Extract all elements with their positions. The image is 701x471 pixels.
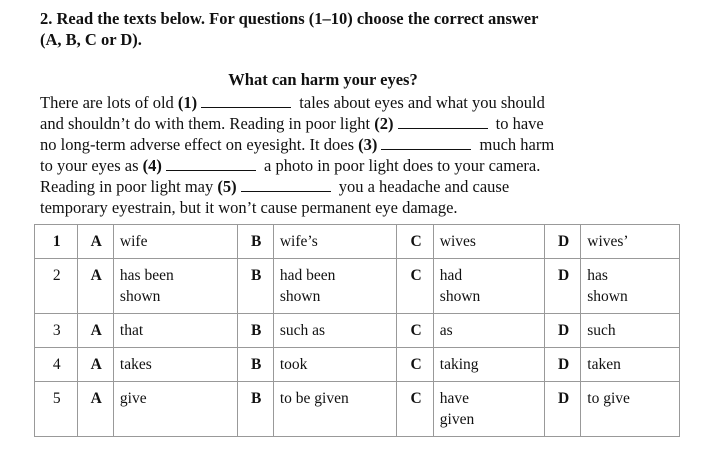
- passage-fragment: There are lots of old: [40, 93, 178, 112]
- answer-gap: [166, 156, 256, 171]
- task-instruction: [40, 8, 680, 50]
- answer-gap: [381, 135, 471, 150]
- passage-fragment: tales about eyes and what you should: [295, 93, 545, 112]
- passage-fragment: a photo in poor light does to your camera.: [259, 156, 541, 175]
- option-a[interactable]: [113, 259, 237, 314]
- table-row: [35, 348, 680, 382]
- answer-options-table: [34, 224, 680, 437]
- option-text-line: had been: [279, 267, 336, 284]
- option-b[interactable]: such as: [273, 314, 397, 348]
- option-text-line: shown: [439, 288, 481, 305]
- instruction-line-2: (A, B, C or D).: [40, 30, 142, 49]
- option-letter-d: D: [544, 382, 580, 437]
- table-row: [35, 314, 680, 348]
- option-letter-b: B: [237, 314, 273, 348]
- option-d[interactable]: such: [581, 314, 680, 348]
- answer-gap: [201, 93, 291, 108]
- gap-number: (5): [217, 177, 237, 196]
- passage-line: [40, 176, 680, 197]
- answer-gap: [398, 114, 488, 129]
- option-letter-c: C: [397, 348, 433, 382]
- option-letter-a: A: [77, 225, 113, 259]
- option-c[interactable]: taking: [433, 348, 544, 382]
- passage-line: temporary eyestrain, but it won’t cause permanent eye damage.: [40, 198, 458, 217]
- passage-fragment: to have: [491, 114, 544, 133]
- passage-fragment: Reading in poor light may: [40, 177, 218, 196]
- option-letter-c: C: [397, 259, 433, 314]
- passage-fragment: and shouldn’t do with them. Reading in poor light: [40, 114, 375, 133]
- option-text-line: shown: [279, 288, 321, 305]
- question-number: 2: [35, 259, 78, 314]
- gap-number: (3): [358, 135, 378, 154]
- option-c[interactable]: [433, 382, 544, 437]
- option-letter-c: C: [397, 382, 433, 437]
- option-text-line: had: [439, 267, 463, 284]
- option-b[interactable]: took: [273, 348, 397, 382]
- instruction-line-1: 2. Read the texts below. For questions (1–10) choose the correct answer: [40, 9, 539, 28]
- option-text-line: given: [439, 411, 475, 428]
- answer-gap: [241, 177, 331, 192]
- option-letter-d: D: [544, 314, 580, 348]
- option-letter-a: A: [77, 348, 113, 382]
- table-row: [35, 382, 680, 437]
- gap-number: (1): [177, 93, 198, 112]
- option-letter-c: C: [397, 225, 433, 259]
- option-letter-b: B: [237, 348, 273, 382]
- option-c[interactable]: as: [433, 314, 544, 348]
- table-row: [35, 225, 680, 259]
- option-a[interactable]: wife: [113, 225, 237, 259]
- passage-fragment: to your eyes as: [40, 156, 143, 175]
- option-letter-b: B: [237, 382, 273, 437]
- question-number: 3: [35, 314, 78, 348]
- option-d[interactable]: to give: [581, 382, 680, 437]
- question-number: 4: [35, 348, 78, 382]
- option-c[interactable]: wives: [433, 225, 544, 259]
- table-row: [35, 259, 680, 314]
- option-b[interactable]: to be given: [273, 382, 397, 437]
- passage-line: [40, 155, 680, 176]
- option-text-line: has been: [119, 267, 174, 284]
- option-letter-d: D: [544, 348, 580, 382]
- passage-fragment: much harm: [475, 135, 555, 154]
- option-a[interactable]: takes: [113, 348, 237, 382]
- option-a[interactable]: that: [113, 314, 237, 348]
- option-d[interactable]: wives’: [581, 225, 680, 259]
- option-b[interactable]: [273, 259, 397, 314]
- passage-fragment: no long-term adverse effect on eyesight. It does: [40, 135, 359, 154]
- passage-title: What can harm your eyes?: [228, 70, 418, 89]
- option-b[interactable]: wife’s: [273, 225, 397, 259]
- gap-number: (4): [142, 156, 162, 175]
- passage-line: [40, 134, 680, 155]
- option-text-line: shown: [587, 288, 628, 305]
- option-d[interactable]: [581, 259, 680, 314]
- option-letter-d: D: [544, 259, 580, 314]
- passage-line: [40, 113, 680, 134]
- option-letter-b: B: [237, 225, 273, 259]
- question-number: 1: [35, 225, 78, 259]
- option-letter-a: A: [77, 259, 113, 314]
- option-text-line: has: [587, 267, 608, 284]
- option-text-line: have: [439, 390, 470, 407]
- option-letter-a: A: [77, 314, 113, 348]
- option-letter-d: D: [544, 225, 580, 259]
- passage-text: [40, 92, 680, 218]
- passage-line: [40, 92, 680, 113]
- gap-number: (2): [374, 114, 394, 133]
- option-a[interactable]: give: [113, 382, 237, 437]
- question-number: 5: [35, 382, 78, 437]
- option-d[interactable]: taken: [581, 348, 680, 382]
- option-c[interactable]: [433, 259, 544, 314]
- passage-fragment: you a headache and cause: [334, 177, 510, 196]
- option-letter-c: C: [397, 314, 433, 348]
- option-letter-a: A: [77, 382, 113, 437]
- option-letter-b: B: [237, 259, 273, 314]
- option-text-line: shown: [119, 288, 161, 305]
